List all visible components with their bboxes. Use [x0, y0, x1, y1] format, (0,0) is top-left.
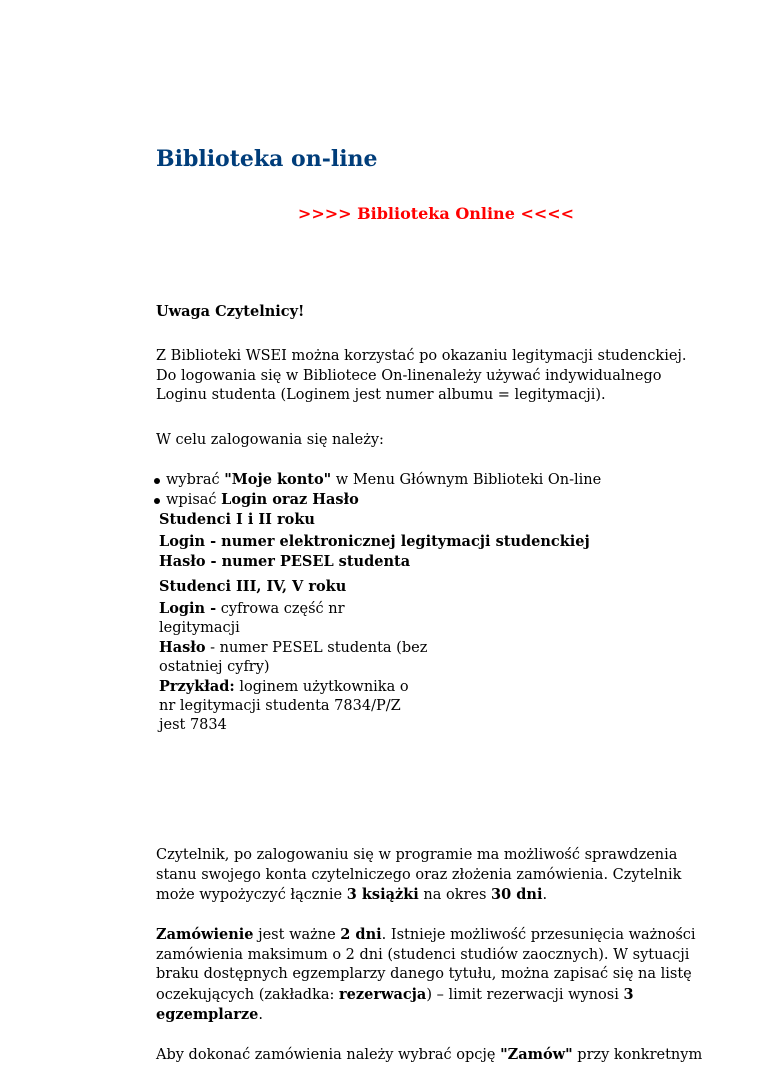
order-text: .	[258, 1007, 263, 1023]
password-label: Hasło	[159, 639, 206, 656]
reader-text: Czytelnik, po zalogowaniu się w programie ma możliwość sprawdzenia stanu swojego konta czytelniczego oraz złożenia zamówienia. Czytelnik może wypożyczyć łącznie	[156, 847, 682, 903]
instruction-text: przy konkretnym	[572, 1047, 703, 1063]
reader-text: na okres	[418, 887, 492, 903]
group-third-fifth-year	[159, 577, 429, 735]
step-text: w Menu Głównym Biblioteki On-line	[331, 472, 602, 488]
order-bold: 3 egzemplarze	[156, 985, 634, 1023]
group-password-line: Hasło - numer PESEL studenta	[159, 552, 411, 570]
bullet-icon	[154, 498, 160, 504]
order-paragraph	[156, 925, 701, 1026]
step-bold: Login oraz Hasło	[221, 491, 359, 508]
group-header: Studenci III, IV, V roku	[159, 578, 347, 595]
intro-paragraph: Z Biblioteki WSEI można korzystać po okazaniu legitymacji studenckiej. Do logowania się w Bibliotece On-linenależy używać indywidualnego Loginu studenta (Loginem jest numer albumu = legitymacji).	[156, 348, 687, 403]
step-text: wybrać	[166, 472, 225, 488]
order-text: ) – limit rezerwacji wynosi	[426, 986, 624, 1003]
group-login-line	[159, 599, 429, 638]
reader-bold: 3 książki	[346, 886, 419, 903]
bullet-icon	[154, 478, 160, 484]
group-example-line	[159, 677, 429, 735]
instruction-text: Aby dokonać zamówienia należy wybrać opcję	[156, 1047, 501, 1063]
group-password-line	[159, 638, 429, 677]
group-first-second-year	[159, 510, 590, 571]
login-instructions-lead: W celu zalogowania się należy:	[156, 432, 384, 448]
example-label: Przykład:	[159, 678, 235, 695]
order-instruction-paragraph	[156, 1045, 702, 1066]
login-text: cyfrowa część nr legitymacji	[159, 601, 345, 636]
reader-bold: 30 dni	[491, 886, 543, 903]
list-item	[156, 470, 601, 490]
order-bold: 2 dni	[340, 926, 382, 943]
group-login-line: Login - numer elektronicznej legitymacji studenckiej	[159, 533, 590, 550]
list-item	[156, 490, 601, 510]
order-text: . Istnieje możliwość przesunięcia ważności zamówienia maksimum o 2 dni (studenci studiów zaocznych). W sytuacji braku dostępnych egzemplarzy danego tytułu, można zapisać się na listę oczekujących (zakładka:	[156, 927, 696, 1003]
group-header: Studenci I i II roku	[159, 511, 315, 528]
login-steps-list	[156, 470, 601, 510]
warning-heading: Uwaga Czytelnicy!	[156, 303, 305, 320]
reader-paragraph	[156, 846, 696, 906]
order-bold: rezerwacja	[339, 985, 427, 1003]
step-text: wpisać	[166, 492, 222, 508]
example-text: loginem użytkownika o nr legitymacji studenta 7834/P/Z jest 7834	[159, 679, 409, 733]
step-bold: "Moje konto"	[224, 471, 332, 488]
biblioteka-online-link[interactable]: >>>> Biblioteka Online <<<<	[297, 204, 575, 223]
order-bold: Zamówienie	[156, 926, 254, 943]
login-label: Login -	[159, 600, 217, 617]
reader-text: .	[542, 887, 548, 903]
page-title: Biblioteka on-line	[156, 146, 378, 172]
instruction-bold: "Zamów"	[500, 1046, 573, 1063]
password-text: - numer PESEL studenta (bez ostatniej cyfry)	[159, 640, 428, 675]
order-text: jest ważne	[253, 927, 341, 943]
